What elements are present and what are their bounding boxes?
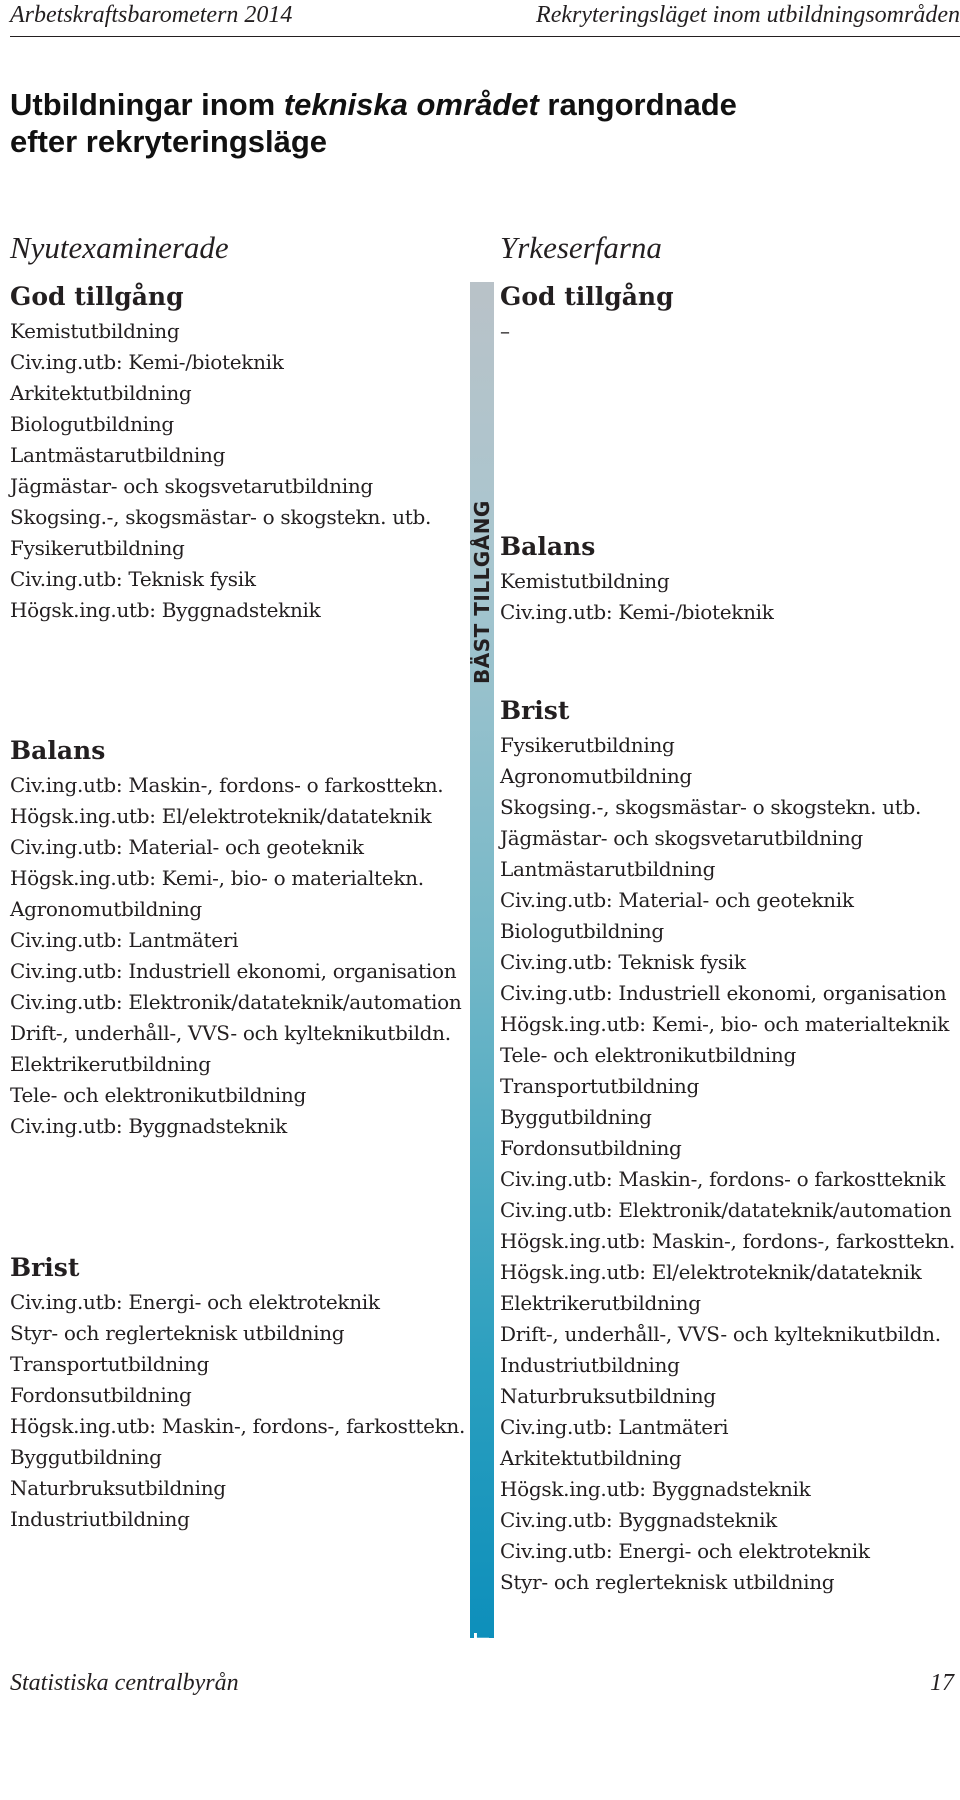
list-item: Biologutbildning: [10, 412, 174, 436]
list-item: Högsk.ing.utb: Maskin-, fordons-, farkosttekn.: [500, 1229, 956, 1253]
title-line2: efter rekryteringsläge: [10, 124, 328, 159]
title-emphasis: tekniska området: [283, 87, 539, 122]
list-item: Styr- och reglerteknisk utbildning: [500, 1570, 835, 1594]
group-heading: Brist: [500, 696, 570, 725]
list-item: Högsk.ing.utb: El/elektroteknik/datateknik: [500, 1260, 922, 1284]
list-item: Fysikerutbildning: [500, 733, 675, 757]
list-item: Naturbruksutbildning: [10, 1476, 226, 1500]
column-title-yrkeserfarna: Yrkeserfarna: [500, 230, 662, 265]
scale-gradient-bar: [470, 282, 494, 1800]
nyutex-god-tillgang-group: [10, 280, 470, 626]
list-item: Styr- och reglerteknisk utbildning: [10, 1321, 345, 1345]
list-item: Högsk.ing.utb: Maskin-, fordons-, farkosttekn.: [10, 1414, 466, 1438]
list-item: Civ.ing.utb: Industriell ekonomi, organisation: [500, 981, 947, 1005]
list-item: Civ.ing.utb: Lantmäteri: [10, 928, 239, 952]
list-item: Civ.ing.utb: Energi- och elektroteknik: [10, 1290, 380, 1314]
list-item: Civ.ing.utb: Maskin-, fordons- o farkostteknik: [500, 1167, 946, 1191]
page-number: 17: [930, 1670, 954, 1696]
list-item: Byggutbildning: [10, 1445, 162, 1469]
list-item: Kemistutbildning: [10, 319, 180, 343]
list-item: Civ.ing.utb: Material- och geoteknik: [10, 835, 364, 859]
list-item: Civ.ing.utb: Elektronik/datateknik/automation: [500, 1198, 952, 1222]
list-item: Skogsing.-, skogsmästar- o skogstekn. utb.: [500, 795, 922, 819]
group-heading: God tillgång: [10, 282, 184, 311]
list-item: Elektrikerutbildning: [500, 1291, 701, 1315]
list-item: Jägmästar- och skogsvetarutbildning: [10, 474, 373, 498]
list-item: Industriutbildning: [10, 1507, 190, 1531]
list-item: Biologutbildning: [500, 919, 664, 943]
title-part1: Utbildningar inom: [10, 87, 284, 122]
list-item: Byggutbildning: [500, 1105, 652, 1129]
list-item: Elektrikerutbildning: [10, 1052, 211, 1076]
group-heading: Balans: [500, 532, 596, 561]
yrkes-brist-group: [500, 694, 960, 1598]
list-item: Civ.ing.utb: Kemi-/bioteknik: [500, 600, 774, 624]
list-item: Civ.ing.utb: Maskin-, fordons- o farkosttekn.: [10, 773, 444, 797]
list-item: Jägmästar- och skogsvetarutbildning: [500, 826, 863, 850]
list-item: Civ.ing.utb: Lantmäteri: [500, 1415, 729, 1439]
list-item: Högsk.ing.utb: Byggnadsteknik: [500, 1477, 811, 1501]
list-item: Drift-, underhåll-, VVS- och kylteknikutbildn.: [500, 1322, 941, 1346]
list-item: Högsk.ing.utb: Kemi-, bio- o materialtekn.: [10, 866, 424, 890]
list-item: Skogsing.-, skogsmästar- o skogstekn. utb.: [10, 505, 432, 529]
scale-label-bottom: STÖRST BRIST: [470, 1632, 494, 1800]
list-item: –: [500, 319, 510, 343]
list-item: Kemistutbildning: [500, 569, 670, 593]
list-item: Transportutbildning: [500, 1074, 699, 1098]
nyutex-balans-group: [10, 734, 470, 1142]
running-header-right: Rekryteringsläget inom utbildningsområden: [536, 2, 960, 28]
list-item: Civ.ing.utb: Kemi-/bioteknik: [10, 350, 284, 374]
list-item: Civ.ing.utb: Elektronik/datateknik/automation: [10, 990, 462, 1014]
list-item: Högsk.ing.utb: Byggnadsteknik: [10, 598, 321, 622]
list-item: Civ.ing.utb: Byggnadsteknik: [10, 1114, 287, 1138]
footer-publisher: Statistiska centralbyrån: [10, 1670, 239, 1696]
list-item: Tele- och elektronikutbildning: [500, 1043, 796, 1067]
list-item: Arkitektutbildning: [10, 381, 192, 405]
list-item: Civ.ing.utb: Byggnadsteknik: [500, 1508, 777, 1532]
item-list: [10, 770, 470, 1142]
list-item: Industriutbildning: [500, 1353, 680, 1377]
list-item: Högsk.ing.utb: El/elektroteknik/datateknik: [10, 804, 432, 828]
list-item: Civ.ing.utb: Teknisk fysik: [10, 567, 256, 591]
list-item: Lantmästarutbildning: [10, 443, 226, 467]
group-heading: God tillgång: [500, 282, 674, 311]
yrkes-god-tillgang-group: [500, 280, 960, 347]
list-item: Lantmästarutbildning: [500, 857, 716, 881]
title-part2: rangordnade: [538, 87, 737, 122]
group-heading: Brist: [10, 1253, 80, 1282]
list-item: Civ.ing.utb: Material- och geoteknik: [500, 888, 854, 912]
column-title-nyutexaminerade: Nyutexaminerade: [10, 230, 229, 265]
list-item: Naturbruksutbildning: [500, 1384, 716, 1408]
item-list: [500, 566, 960, 628]
nyutex-brist-group: [10, 1251, 470, 1535]
item-list: [10, 1287, 470, 1535]
scale-label-top: BÄST TILLGÅNG: [470, 500, 494, 684]
list-item: Civ.ing.utb: Industriell ekonomi, organisation: [10, 959, 457, 983]
page-title: [10, 86, 910, 160]
list-item: Fordonsutbildning: [10, 1383, 192, 1407]
list-item: Arkitektutbildning: [500, 1446, 682, 1470]
list-item: Agronomutbildning: [10, 897, 202, 921]
list-item: Tele- och elektronikutbildning: [10, 1083, 306, 1107]
list-item: Agronomutbildning: [500, 764, 692, 788]
list-item: Högsk.ing.utb: Kemi-, bio- och materialteknik: [500, 1012, 950, 1036]
item-list: [500, 316, 960, 347]
item-list: [500, 730, 960, 1598]
header-divider: [10, 36, 960, 37]
list-item: Fordonsutbildning: [500, 1136, 682, 1160]
list-item: Civ.ing.utb: Energi- och elektroteknik: [500, 1539, 870, 1563]
group-heading: Balans: [10, 736, 106, 765]
item-list: [10, 316, 470, 626]
list-item: Transportutbildning: [10, 1352, 209, 1376]
list-item: Civ.ing.utb: Teknisk fysik: [500, 950, 746, 974]
list-item: Fysikerutbildning: [10, 536, 185, 560]
running-header-left: Arbetskraftsbarometern 2014: [10, 2, 293, 28]
list-item: Drift-, underhåll-, VVS- och kylteknikutbildn.: [10, 1021, 451, 1045]
yrkes-balans-group: [500, 530, 960, 628]
